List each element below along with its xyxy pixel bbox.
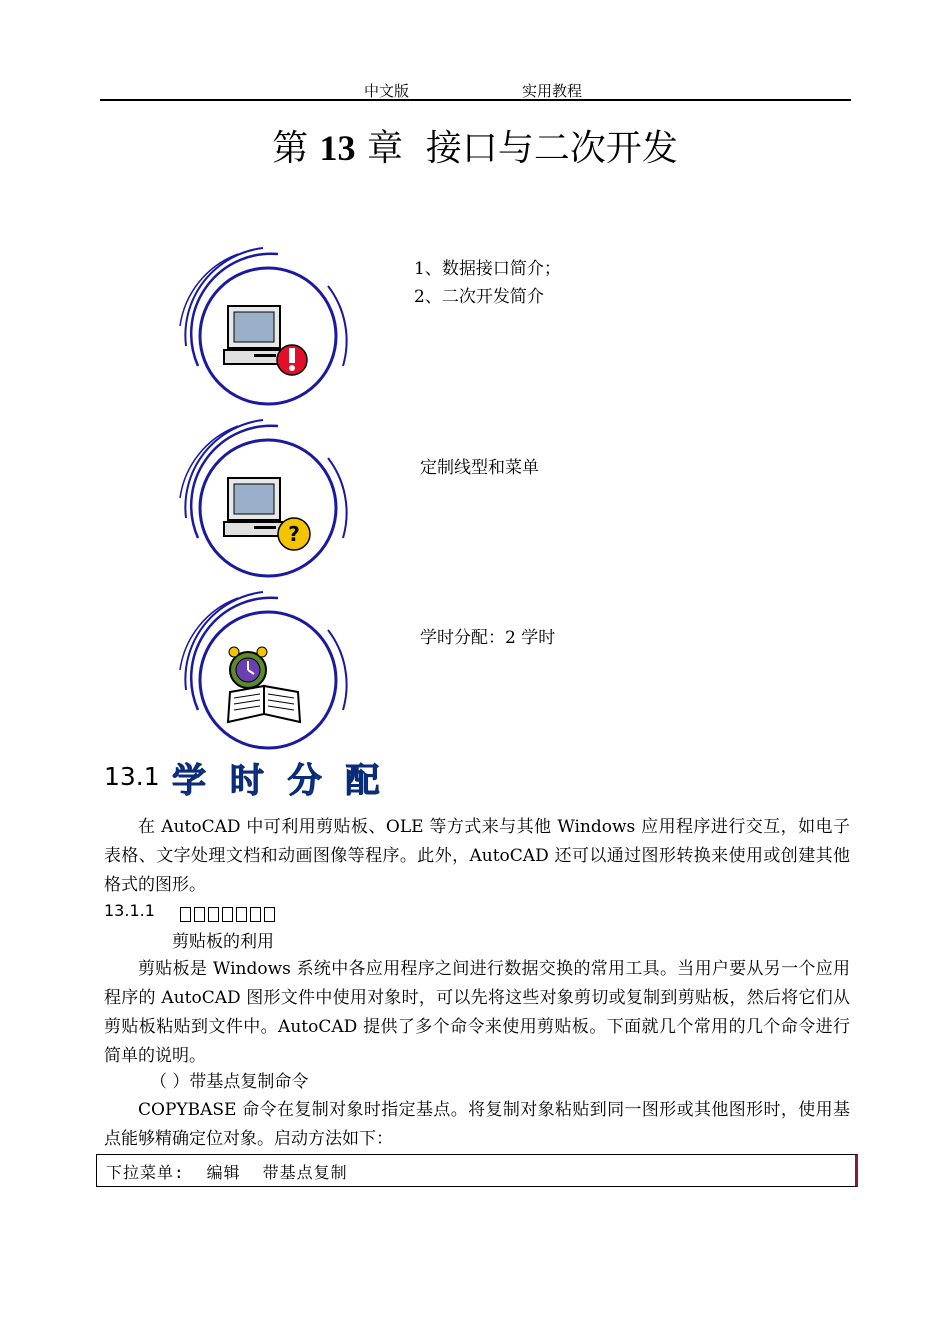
clock-book-icon [168, 590, 358, 765]
intro-paragraph: 在 AutoCAD 中可利用剪贴板、OLE 等方式来与其他 Windows 应用程序进行交互，如电子表格、文字处理文档和动画图像等程序。此外，AutoCAD 还可以通过图形转换来使用或创建其他格式的图形。 [104, 817, 850, 895]
objective-item: 1、数据接口简介； [414, 259, 561, 279]
menu-path [106, 1160, 370, 1183]
header-rule [100, 99, 851, 101]
clipboard-paragraph: 剪贴板是 Windows 系统中各应用程序之间进行数据交换的常用工具。当用户要从另一个应用程序的 AutoCAD 图形文件中使用对象时，可以先将这些对象剪切或复制到剪贴板，然后将它们从剪贴板粘贴到文件中。AutoCAD 提供了多个命令来使用剪贴板。下面就几个常用的几个命令进行简单的说明。 [104, 959, 850, 1066]
svg-text:?: ? [288, 522, 300, 546]
header-left: 中文版 [364, 82, 410, 100]
copybase-label: （ ）带基点复制命令 [150, 1072, 309, 1092]
menu-item-copybase: 带基点复制 [262, 1163, 348, 1182]
chapter-name: 接口与二次开发 [425, 128, 678, 169]
chapter-title [0, 120, 950, 171]
hours-text: 学时分配：2 学时 [420, 628, 556, 648]
objectives-list [414, 255, 561, 311]
section-title: 学 时 分 配 [172, 761, 386, 801]
chapter-prefix: 第 [272, 128, 309, 169]
subsection-number: 13.1.1 [104, 901, 155, 920]
clipboard-label: 剪贴板的利用 [172, 932, 274, 952]
copybase-paragraph: COPYBASE 命令在复制对象时指定基点。将复制对象粘贴到同一图形或其他图形时，使用基点能够精确定位对象。启动方法如下： [104, 1100, 850, 1149]
section-number: 13.1 [104, 762, 160, 791]
computer-alert-icon [168, 246, 358, 421]
chapter-number: 13 [319, 128, 356, 168]
menu-label: 下拉菜单: [106, 1163, 185, 1182]
objective-item: 2、二次开发简介 [414, 287, 544, 307]
chapter-suffix: 章 [367, 128, 404, 169]
subsection-title-placeholder [180, 904, 278, 923]
header-right: 实用教程 [522, 82, 583, 100]
computer-question-icon [168, 418, 358, 593]
focus-text: 定制线型和菜单 [420, 458, 539, 478]
section-title-art [172, 758, 386, 801]
menu-item-edit: 编辑 [206, 1163, 241, 1182]
